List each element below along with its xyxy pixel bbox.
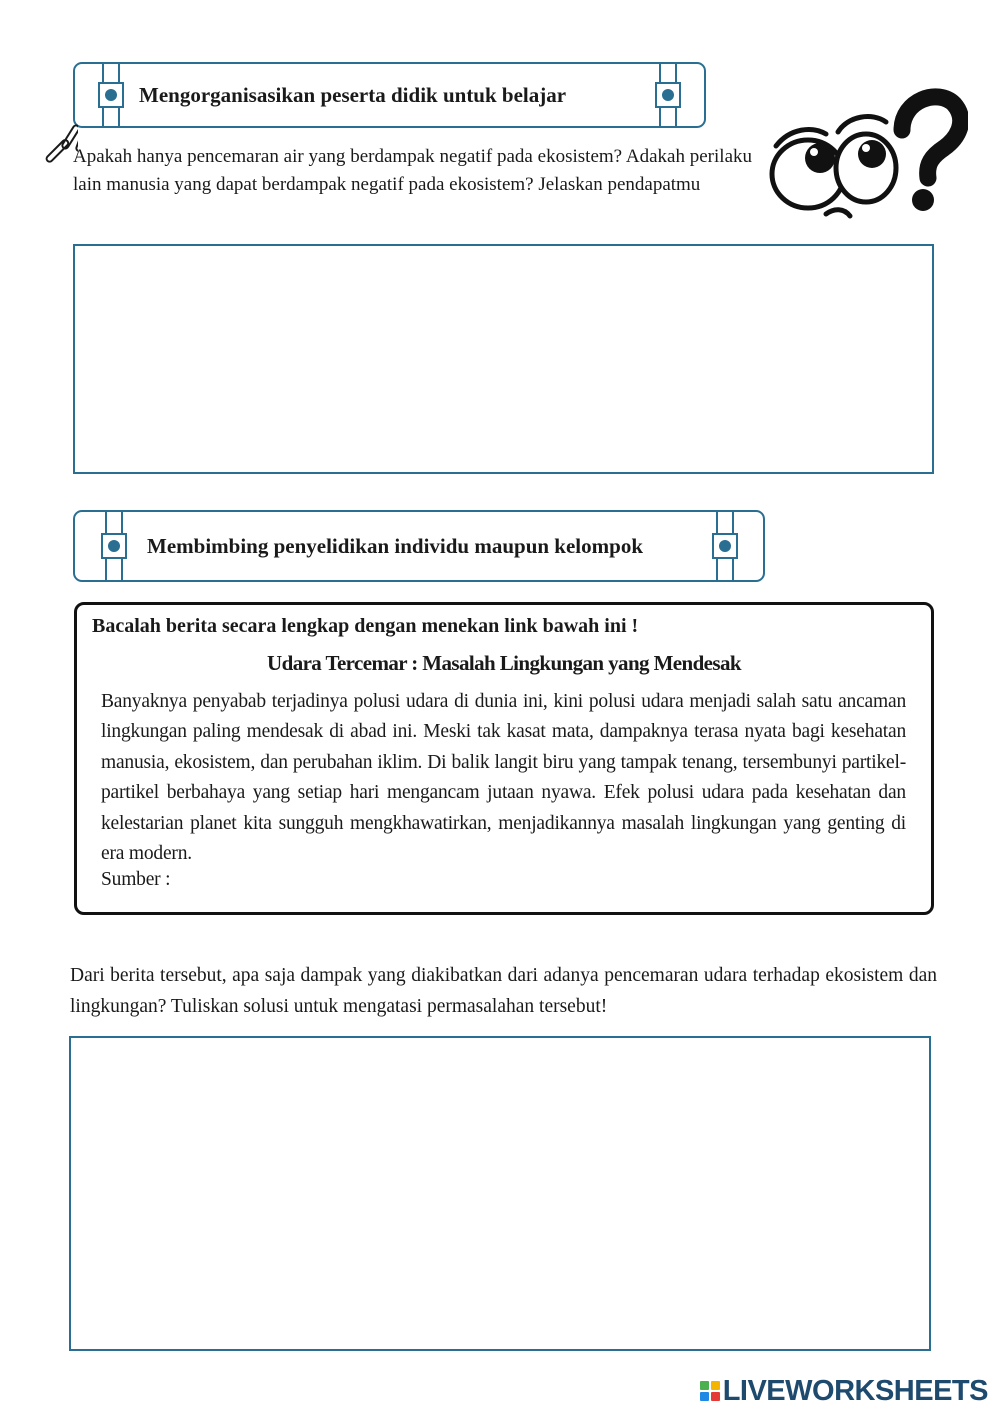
- news-source-label: Sumber :: [101, 869, 171, 890]
- banner-right-ornament: [655, 64, 681, 126]
- section-banner-investigate: [73, 510, 765, 582]
- news-headline: Udara Tercemar : Masalah Lingkungan yang Mendesak: [267, 651, 741, 675]
- banner-right-ornament: [712, 512, 738, 580]
- emphasis-lines-icon: [28, 120, 78, 172]
- liveworksheets-brand: [700, 1374, 988, 1408]
- question-text: Apakah hanya pencemaran air yang berdampak negatif pada ekosistem? Adakah perilaku lain manusia yang dapat berdampak negatif pada ekosistem? Jelaskan pendapatmu: [73, 146, 752, 195]
- news-body: Banyaknya penyabab terjadinya polusi udara di dunia ini, kini polusi udara menjadi salah satu ancaman lingkungan paling mendesak di abad ini. Meski tak kasat mata, dampaknya terasa nyata bagi kesehatan manusia, ekosistem, dan perubahan iklim. Di balik langit biru yang tampak tenang, tersembunyi partikel-partikel berbahaya yang setiap hari mengancam jutaan nyawa. Efek polusi udara pada kesehatan dan kelestarian planet kita sungguh mengkhawatirkan, menjadikannya masalah lingkungan yang genting di era modern.: [101, 691, 906, 865]
- answer-box-2[interactable]: [69, 1036, 931, 1351]
- banner-left-ornament: [98, 64, 124, 126]
- news-article-box: [74, 602, 934, 915]
- thinking-face-icon: [768, 82, 968, 222]
- news-instruction: Bacalah berita secara lengkap dengan menekan link bawah ini !: [92, 615, 639, 637]
- section-title: Membimbing penyelidikan individu maupun kelompok: [147, 533, 643, 558]
- answer-box-1[interactable]: [73, 244, 934, 474]
- section-title: Mengorganisasikan peserta didik untuk belajar: [139, 82, 567, 107]
- question-text: Dari berita tersebut, apa saja dampak yang diakibatkan dari adanya pencemaran udara terhadap ekosistem dan lingkungan? Tuliskan solusi untuk mengatasi permasalahan tersebut!: [70, 965, 937, 1017]
- banner-left-ornament: [101, 512, 127, 580]
- section-banner-organize: [73, 62, 706, 128]
- brand-wordmark: LIVEWORKSHEETS: [722, 1374, 988, 1407]
- liveworksheets-logo-icon: [700, 1381, 720, 1401]
